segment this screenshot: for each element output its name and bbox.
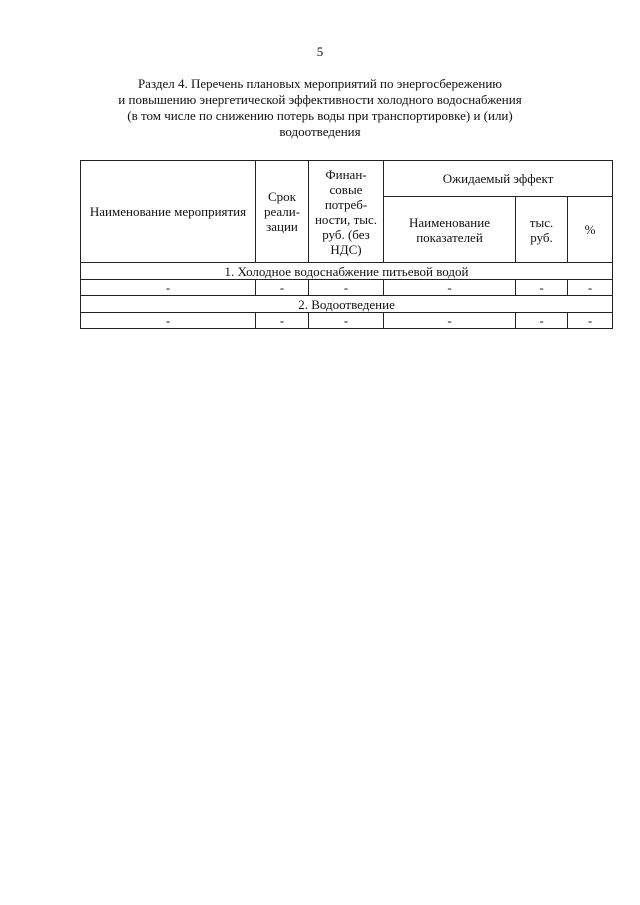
cell-percent: - <box>568 313 613 329</box>
table-row <box>81 313 613 329</box>
page-number: 5 <box>316 44 324 59</box>
cell-thousand-rub: - <box>516 313 568 329</box>
cell-finance: - <box>309 280 384 296</box>
cell-measure: - <box>81 313 256 329</box>
cell-finance: - <box>309 313 384 329</box>
header-expected-effect: Ожидаемый эффект <box>384 161 613 197</box>
section-title-wastewater: 2. Водоотведение <box>81 296 613 313</box>
header-thousand-rub: тыс. руб. <box>516 197 568 263</box>
header-term: Срок реали-зации <box>256 161 309 263</box>
title-line: Раздел 4. Перечень плановых мероприятий по энергосбережению <box>137 76 503 91</box>
header-measure-name: Наименование мероприятия <box>81 161 256 263</box>
measures-table <box>80 160 613 329</box>
header-finance: Финан-совые потреб-ности, тыс. руб. (без НДС) <box>309 161 384 263</box>
title-line: и повышению энергетической эффективности холодного водоснабжения <box>118 92 522 107</box>
cell-indicator: - <box>384 280 516 296</box>
header-indicator-name: Наименование показателей <box>384 197 516 263</box>
section-row <box>81 263 613 280</box>
section-title <box>90 76 550 140</box>
cell-thousand-rub: - <box>516 280 568 296</box>
section-title-cold-water: 1. Холодное водоснабжение питьевой водой <box>81 263 613 280</box>
title-line: (в том числе по снижению потерь воды при транспортировке) и (или) <box>127 108 513 123</box>
title-line: водоотведения <box>279 124 361 139</box>
cell-indicator: - <box>384 313 516 329</box>
cell-percent: - <box>568 280 613 296</box>
cell-term: - <box>256 313 309 329</box>
cell-term: - <box>256 280 309 296</box>
cell-measure: - <box>81 280 256 296</box>
table-row <box>81 280 613 296</box>
section-row <box>81 296 613 313</box>
header-percent: % <box>568 197 613 263</box>
